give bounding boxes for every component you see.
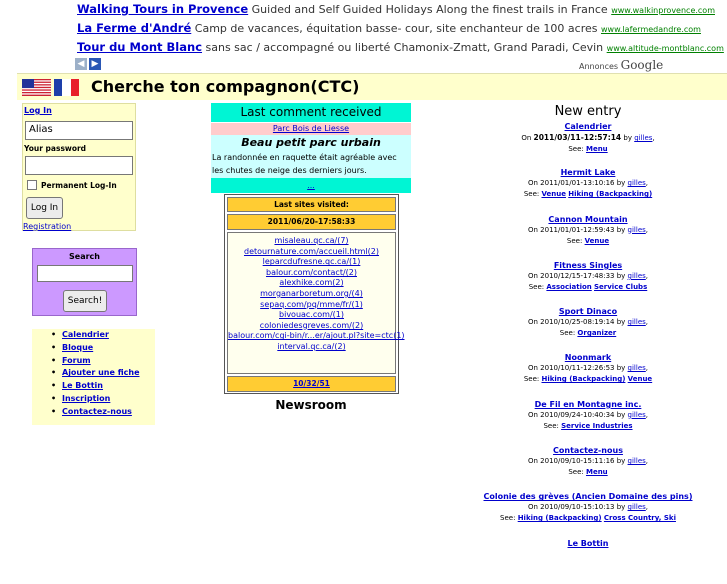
visited-site-link[interactable]: leparcdufresne.qc.ca/(1) — [262, 257, 361, 267]
entry-date: 2011/01/01-13:10:16 — [540, 179, 615, 188]
visits-count-link[interactable]: 10/32/51 — [293, 379, 330, 388]
entry-see — [483, 144, 693, 155]
menu-item — [62, 329, 155, 342]
ads-by-google[interactable] — [579, 58, 663, 72]
ad-text: Camp de vacances, équitation basse- cour, site enchanteur de 100 acres — [194, 22, 598, 35]
entry-meta: On 2010/10/11-12:26:53 by gilles, — [527, 364, 649, 373]
ad-item — [77, 21, 701, 35]
entry-user-link[interactable]: gilles — [627, 457, 646, 466]
visited-site-link[interactable]: alexhike.com(2) — [279, 278, 344, 288]
password-label: Your password — [24, 144, 87, 153]
visited-site-link[interactable]: interval.qc.ca/(2) — [277, 341, 346, 351]
entry-date: 2011/01/01-12:59:43 — [540, 225, 615, 234]
entry-tag-link[interactable]: Service Industries — [561, 421, 633, 430]
entry-see-label: See: — [528, 282, 545, 291]
entry-date: 2011/03/11-12:57:14 — [533, 133, 622, 142]
entry-user-link[interactable]: gilles — [627, 364, 646, 373]
entry-see-label: See: — [568, 468, 584, 477]
menu-link-bloque[interactable]: Bloque — [62, 342, 94, 352]
permanent-login-checkbox[interactable] — [27, 180, 37, 190]
list-item — [483, 260, 693, 306]
menu-item — [62, 393, 155, 406]
visits-count-row — [227, 376, 396, 392]
entry-title — [483, 167, 693, 178]
last-comment-more-row — [211, 178, 411, 193]
entry-user-link[interactable]: gilles — [627, 410, 646, 419]
search-input[interactable] — [37, 265, 133, 282]
menu-link-ajouter-une-fiche[interactable]: Ajouter une fiche — [62, 368, 140, 378]
menu-link-forum[interactable]: Forum — [62, 355, 91, 365]
entry-user-link[interactable]: gilles — [627, 271, 646, 280]
entry-user-link[interactable]: gilles — [634, 134, 653, 142]
entry-tag-link[interactable]: Organizer — [577, 329, 617, 338]
ads-by-label: Annonces — [579, 62, 619, 71]
entry-on-label: On — [521, 134, 532, 142]
entry-tag-link[interactable]: Menu — [585, 145, 608, 153]
login-form — [22, 103, 136, 231]
entry-title — [483, 491, 693, 502]
entry-title — [483, 399, 693, 410]
visited-site-link[interactable]: detournature.com/accueil.html(2) — [243, 246, 380, 256]
visited-site-link[interactable]: bivouac.com/(1) — [279, 310, 344, 320]
list-item — [483, 306, 693, 352]
entry-on-label: On — [527, 410, 538, 419]
entry-on-label: On — [527, 503, 538, 512]
entry-title — [483, 445, 693, 456]
visits-list — [227, 232, 405, 374]
entry-on-label: On — [527, 457, 538, 466]
chevron-right-icon[interactable]: ▶ — [89, 58, 101, 70]
entry-title-link[interactable]: Colonie des grèves (Ancien Domaine des pins) — [483, 492, 693, 502]
entry-see-label: See: — [566, 236, 583, 245]
site-header — [17, 73, 727, 100]
entry-meta: On 2011/03/11-12:57:14 by gilles, — [521, 133, 655, 142]
entry-on-label: On — [527, 364, 538, 373]
ad-url-link[interactable]: www.walkinprovence.com — [611, 6, 715, 15]
entry-see-label: See: — [568, 145, 584, 153]
newsroom-heading: Newsroom — [275, 398, 347, 412]
last-comment-title: Beau petit parc urbain — [211, 135, 411, 150]
entry-see — [483, 236, 693, 247]
entry-title — [483, 306, 693, 317]
ad-item — [77, 2, 715, 16]
entry-tag-link[interactable]: Menu — [585, 468, 608, 477]
entry-see — [483, 421, 693, 432]
entry-meta: On 2010/09/10-15:10:13 by gilles, — [527, 503, 649, 512]
entry-title-link[interactable]: Sport Dinaco — [558, 307, 618, 317]
visited-site-link[interactable]: sepaq.com/pq/mme/fr/(1) — [260, 299, 363, 309]
login-button[interactable]: Log In — [26, 197, 63, 219]
entry-on-label: On — [527, 271, 538, 280]
menu-link-le-bottin[interactable]: Le Bottin — [62, 381, 103, 391]
visits-date: 2011/06/20-17:58:33 — [227, 214, 396, 230]
last-comment-link-row — [211, 123, 411, 135]
entry-date: 2010/09/24-10:40:34 — [540, 410, 615, 419]
page-title: Cherche ton compagnon(CTC) — [91, 77, 360, 96]
menu-link-calendrier[interactable]: Calendrier — [62, 330, 109, 339]
entry-by-label: by — [616, 179, 626, 188]
ad-item — [77, 40, 724, 54]
entry-see-label: See: — [523, 190, 540, 199]
entry-see-label: See: — [500, 514, 516, 523]
entry-meta: On 2010/09/10-15:11:16 by gilles, — [527, 457, 649, 466]
last-comment-heading: Last comment received — [211, 103, 411, 122]
entry-see — [483, 374, 693, 385]
entry-title — [483, 538, 693, 549]
menu-item — [62, 380, 155, 393]
entry-see — [483, 282, 693, 293]
menu-item — [62, 355, 155, 368]
entry-meta: On 2010/10/25-08:19:14 by gilles, — [527, 318, 649, 327]
entry-by-label: by — [616, 457, 626, 466]
entry-user-link[interactable]: gilles — [627, 318, 646, 327]
entry-user-link[interactable]: gilles — [627, 225, 646, 234]
entry-tag-link[interactable]: Venue — [627, 375, 653, 384]
list-item — [483, 399, 693, 445]
search-panel — [32, 248, 137, 316]
entry-by-label: by — [616, 410, 626, 419]
visits-title: Last sites visited: — [227, 197, 396, 212]
entry-meta: On 2010/12/15-17:48:33 by gilles, — [527, 271, 649, 280]
list-item — [483, 352, 693, 398]
last-comment-body: La randonnée en raquette était agréable avec les chutes de neige des derniers jours. — [211, 150, 411, 178]
visited-site-link[interactable]: misaleau.qc.ca/(7) — [274, 236, 349, 245]
entry-title — [483, 121, 693, 132]
menu-item — [62, 342, 155, 355]
permanent-login-label: Permanent Log-In — [41, 181, 117, 190]
entry-meta: On 2011/01/01-13:10:16 by gilles, — [527, 179, 649, 188]
entry-meta: On 2011/01/01-12:59:43 by gilles, — [527, 225, 649, 234]
entry-title-link[interactable]: Le Bottin — [567, 538, 609, 548]
entry-title — [483, 260, 693, 271]
entry-title-link[interactable]: Noonmark — [564, 353, 612, 363]
visited-site-link[interactable]: morganarboretum.org/(4) — [260, 288, 363, 298]
list-item — [483, 445, 693, 491]
search-button[interactable]: Search! — [63, 290, 107, 312]
entry-date: 2010/10/25-08:19:14 — [540, 318, 615, 327]
entry-tag-link[interactable]: Association — [546, 282, 592, 291]
list-item — [483, 491, 693, 537]
entry-by-label: by — [623, 134, 632, 142]
entry-user-link[interactable]: gilles — [627, 179, 646, 188]
entry-tag-link[interactable]: Venue — [541, 190, 566, 199]
entry-on-label: On — [527, 225, 538, 234]
entry-see — [483, 328, 693, 339]
entry-tag-link[interactable]: Cross Country, Ski — [603, 514, 676, 523]
new-entry-column — [483, 103, 693, 584]
entry-tag-link[interactable]: Venue — [584, 236, 610, 245]
entry-tag-link[interactable]: Hiking (Backpacking) — [568, 190, 653, 199]
entry-by-label: by — [616, 364, 626, 373]
entry-title — [483, 214, 693, 225]
menu-item — [62, 367, 155, 380]
list-item — [483, 167, 693, 213]
ad-title-link[interactable]: Tour du Mont Blanc — [77, 40, 203, 54]
list-item — [483, 214, 693, 260]
menu-item — [62, 406, 155, 419]
entry-by-label: by — [616, 225, 626, 234]
entry-see — [483, 189, 693, 200]
entry-title-link[interactable]: Calendrier — [564, 122, 612, 131]
menu-link-contactez-nous[interactable]: Contactez-nous — [62, 406, 132, 416]
entry-title-link[interactable]: Cannon Mountain — [548, 214, 628, 224]
entry-title-link[interactable]: De Fil en Montagne inc. — [534, 399, 642, 409]
entry-date: 2010/09/10-15:10:13 — [540, 503, 615, 512]
ad-url-link[interactable]: www.altitude-montblanc.com — [606, 44, 724, 53]
ad-title-link[interactable]: Walking Tours in Provence — [77, 2, 249, 16]
entry-on-label: On — [527, 318, 538, 327]
ad-text: sans sac / accompagné ou liberté Chamonix-Zmatt, Grand Paradi, Cevin — [205, 41, 604, 54]
entry-meta: On 2010/09/24-10:40:34 by gilles, — [527, 410, 649, 419]
entry-tag-link[interactable]: Hiking (Backpacking) — [541, 375, 626, 384]
visited-site-link[interactable]: balour.com/cgi-bin/r...er/ajout.pl?site=ctc(1) — [228, 331, 405, 341]
entry-title-link[interactable]: Fitness Singles — [553, 260, 623, 270]
entry-date: 2010/10/11-12:26:53 — [540, 364, 615, 373]
new-entry-list — [483, 121, 693, 584]
ad-title-link[interactable]: La Ferme d'André — [77, 21, 192, 35]
entry-on-label: On — [527, 179, 538, 188]
search-title: Search — [69, 252, 100, 261]
entry-by-label: by — [616, 503, 626, 512]
login-link[interactable]: Log In — [24, 106, 52, 115]
entry-see-label: See: — [543, 421, 559, 430]
entry-see-label: See: — [523, 375, 540, 384]
main-menu — [32, 329, 155, 425]
entry-user-link[interactable]: gilles — [627, 503, 646, 512]
entry-title-link[interactable]: Contactez-nous — [553, 446, 623, 456]
ad-banner — [0, 0, 727, 72]
entry-see — [483, 467, 693, 478]
last-sites-visited — [224, 194, 405, 394]
last-comment-more-link[interactable]: ... — [307, 181, 315, 190]
new-entry-heading: New entry — [554, 104, 622, 119]
last-comment-link[interactable]: Parc Bois de Liesse — [272, 124, 350, 133]
google-logo: Google — [620, 58, 664, 72]
registration-link[interactable]: Registration — [23, 222, 72, 231]
entry-title-link[interactable]: Hermit Lake — [560, 168, 616, 178]
menu-link-inscription[interactable]: Inscription — [62, 393, 111, 403]
entry-by-label: by — [616, 318, 626, 327]
ad-navigation — [75, 58, 101, 70]
entry-see-label: See: — [559, 329, 576, 338]
entry-title — [483, 352, 693, 363]
list-item — [483, 121, 693, 167]
visited-site-link[interactable]: balour.com/contact/(2) — [265, 267, 357, 277]
entry-tag-link[interactable]: Hiking (Backpacking) — [517, 514, 602, 523]
entry-date: 2010/09/10-15:11:16 — [540, 457, 615, 466]
password-input[interactable] — [25, 156, 133, 175]
chevron-left-icon[interactable]: ◀ — [75, 58, 87, 70]
entry-by-label: by — [616, 271, 626, 280]
entry-tag-link[interactable]: Service Clubs — [594, 282, 648, 291]
visited-site-link[interactable]: coloniedesgreves.com/(2) — [259, 320, 364, 330]
entry-date: 2010/12/15-17:48:33 — [540, 271, 615, 280]
ad-url-link[interactable]: www.lafermedandre.com — [601, 25, 701, 34]
us-flag-icon[interactable] — [22, 79, 51, 96]
fr-flag-icon[interactable] — [54, 79, 79, 96]
ad-text: Guided and Self Guided Holidays Along the finest trails in France — [251, 3, 608, 16]
alias-input[interactable]: Alias — [25, 121, 133, 140]
entry-see — [483, 513, 693, 524]
